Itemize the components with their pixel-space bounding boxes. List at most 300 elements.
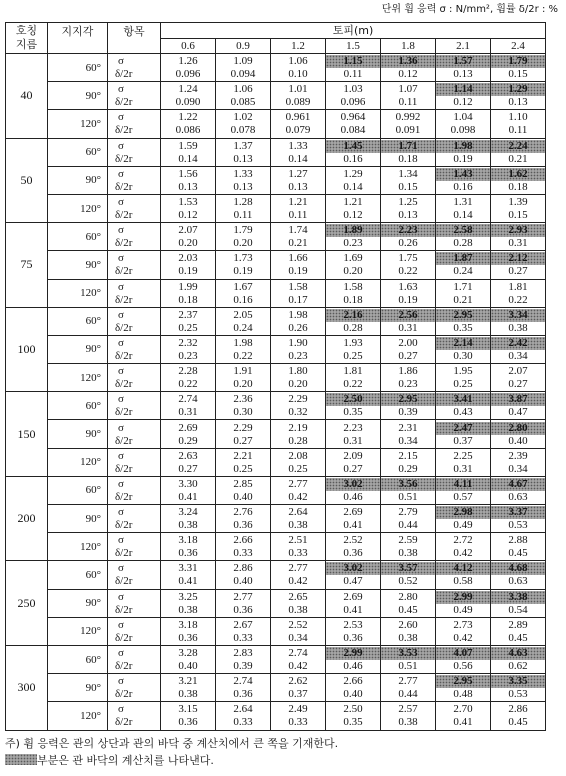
stress-value: 2.74	[288, 647, 308, 660]
value-cell	[161, 448, 216, 476]
deflection-label: δ/2r	[115, 378, 133, 391]
cover-depth-value: 2.4	[491, 39, 546, 54]
deflection-value: 0.090	[175, 96, 201, 109]
value-cell	[326, 138, 381, 166]
deflection-value: 0.38	[178, 688, 198, 701]
stress-value: 1.28	[233, 196, 253, 209]
deflection-value: 0.34	[508, 462, 528, 475]
value-cell	[381, 645, 436, 673]
table-row	[6, 533, 546, 561]
stress-value: 2.58	[436, 224, 490, 237]
deflection-value: 0.41	[343, 519, 363, 532]
deflection-value: 0.15	[398, 180, 418, 193]
value-cell	[216, 251, 271, 279]
item-label-cell	[108, 54, 161, 82]
deflection-value: 0.11	[343, 68, 363, 81]
value-cell	[381, 307, 436, 335]
deflection-label: δ/2r	[115, 716, 133, 729]
stress-label: σ	[118, 562, 124, 575]
stress-value: 3.57	[381, 562, 435, 575]
value-cell	[491, 82, 546, 110]
stress-value: 1.98	[288, 308, 308, 321]
stress-value: 2.24	[491, 140, 545, 153]
table-row	[6, 166, 546, 194]
table-row	[6, 702, 546, 730]
support-angle-cell: 60°	[48, 54, 108, 82]
deflection-value: 0.31	[398, 321, 418, 334]
stress-value: 2.59	[398, 534, 418, 547]
value-cell	[381, 702, 436, 730]
stress-value: 2.86	[508, 703, 528, 716]
support-angle-cell: 90°	[48, 335, 108, 363]
deflection-value: 0.078	[230, 124, 256, 137]
stress-label: σ	[118, 111, 124, 124]
stress-value: 2.56	[381, 309, 435, 322]
value-cell	[271, 364, 326, 392]
value-cell	[161, 476, 216, 504]
stress-value: 2.03	[178, 252, 198, 265]
deflection-value: 0.36	[233, 519, 253, 532]
value-cell	[271, 194, 326, 222]
stress-value: 1.07	[398, 83, 418, 96]
stress-value: 1.37	[233, 139, 253, 152]
deflection-value: 0.079	[285, 124, 311, 137]
stress-value: 1.31	[453, 196, 473, 209]
value-cell	[216, 476, 271, 504]
deflection-value: 0.45	[398, 603, 418, 616]
deflection-value: 0.43	[453, 406, 473, 419]
table-row	[6, 645, 546, 673]
support-angle-cell: 90°	[48, 420, 108, 448]
value-cell	[161, 364, 216, 392]
deflection-value: 0.37	[453, 434, 473, 447]
stress-value: 2.51	[288, 534, 308, 547]
value-cell	[161, 420, 216, 448]
value-cell	[491, 617, 546, 645]
deflection-label: δ/2r	[115, 660, 133, 673]
deflection-value: 0.096	[175, 68, 201, 81]
value-cell	[271, 335, 326, 363]
deflection-value: 0.36	[343, 631, 363, 644]
deflection-value: 0.44	[398, 519, 418, 532]
stress-value: 0.992	[395, 111, 421, 124]
stress-value: 1.69	[343, 252, 363, 265]
cover-depth-value: 0.6	[161, 39, 216, 54]
deflection-value: 0.11	[508, 124, 528, 137]
deflection-value: 0.31	[343, 434, 363, 447]
stress-value: 1.14	[436, 83, 490, 96]
stress-value: 2.32	[178, 336, 198, 349]
stress-value: 2.28	[178, 365, 198, 378]
table-row	[6, 138, 546, 166]
value-cell	[326, 335, 381, 363]
stress-value: 3.21	[178, 675, 198, 688]
footnote-2: 부분은 관 바닥의 계산치를 나타낸다.	[37, 753, 214, 767]
value-cell	[381, 251, 436, 279]
value-cell	[326, 364, 381, 392]
deflection-value: 0.14	[343, 180, 363, 193]
stress-label: σ	[118, 703, 124, 716]
value-cell	[216, 110, 271, 138]
support-angle-cell: 120°	[48, 448, 108, 476]
item-label-cell	[108, 448, 161, 476]
deflection-value: 0.21	[453, 293, 473, 306]
stress-value: 1.39	[508, 196, 528, 209]
deflection-value: 0.19	[398, 293, 418, 306]
stress-value: 4.07	[436, 647, 490, 660]
value-cell	[491, 166, 546, 194]
value-cell	[271, 589, 326, 617]
value-cell	[326, 674, 381, 702]
deflection-value: 0.23	[178, 349, 198, 362]
deflection-value: 0.096	[340, 96, 366, 109]
deflection-value: 0.52	[398, 575, 418, 588]
stress-value: 2.08	[288, 449, 308, 462]
stress-label: σ	[118, 647, 124, 660]
value-cell	[491, 307, 546, 335]
value-cell	[161, 589, 216, 617]
table-row	[6, 505, 546, 533]
deflection-label: δ/2r	[115, 180, 133, 193]
support-angle-cell: 90°	[48, 251, 108, 279]
stress-value: 2.36	[233, 393, 253, 406]
value-cell	[161, 138, 216, 166]
deflection-label: δ/2r	[115, 68, 133, 81]
cover-depth-header: 토피(m)	[161, 23, 546, 39]
stress-value: 2.72	[453, 534, 473, 547]
stress-value: 1.89	[326, 224, 380, 237]
deflection-value: 0.48	[453, 688, 473, 701]
table-row	[6, 392, 546, 420]
deflection-value: 0.54	[508, 603, 528, 616]
deflection-label: δ/2r	[115, 603, 133, 616]
value-cell	[326, 448, 381, 476]
deflection-value: 0.27	[508, 265, 528, 278]
value-cell	[161, 110, 216, 138]
stress-value: 3.38	[491, 591, 545, 604]
deflection-value: 0.26	[288, 321, 308, 334]
value-cell	[216, 138, 271, 166]
stress-value: 2.73	[453, 618, 473, 631]
deflection-value: 0.30	[233, 406, 253, 419]
deflection-value: 0.35	[343, 716, 363, 729]
value-cell	[491, 392, 546, 420]
deflection-value: 0.42	[453, 631, 473, 644]
deflection-value: 0.28	[453, 237, 473, 250]
value-cell	[271, 251, 326, 279]
stress-value: 1.66	[288, 252, 308, 265]
value-cell	[161, 392, 216, 420]
stress-value: 2.25	[453, 449, 473, 462]
stress-value: 2.39	[508, 449, 528, 462]
deflection-value: 0.49	[453, 603, 473, 616]
stress-value: 1.74	[288, 224, 308, 237]
deflection-value: 0.18	[343, 293, 363, 306]
stress-value: 3.18	[178, 618, 198, 631]
deflection-value: 0.37	[288, 688, 308, 701]
deflection-value: 0.17	[288, 293, 308, 306]
deflection-value: 0.086	[175, 124, 201, 137]
deflection-label: δ/2r	[115, 152, 133, 165]
value-cell	[216, 166, 271, 194]
deflection-label: δ/2r	[115, 265, 133, 278]
deflection-label: δ/2r	[115, 321, 133, 334]
stress-value: 1.33	[233, 167, 253, 180]
value-cell	[216, 223, 271, 251]
stress-value: 2.15	[398, 449, 418, 462]
value-cell	[161, 702, 216, 730]
stress-value: 1.06	[288, 55, 308, 68]
value-cell	[436, 279, 491, 307]
table-row	[6, 223, 546, 251]
table-row	[6, 617, 546, 645]
value-cell	[326, 505, 381, 533]
value-cell	[216, 364, 271, 392]
item-label-cell	[108, 82, 161, 110]
deflection-value: 0.23	[398, 378, 418, 391]
value-cell	[326, 82, 381, 110]
deflection-value: 0.38	[398, 547, 418, 560]
stress-value: 2.77	[398, 675, 418, 688]
value-cell	[491, 505, 546, 533]
deflection-value: 0.62	[508, 660, 528, 673]
value-cell	[271, 702, 326, 730]
value-cell	[271, 307, 326, 335]
value-cell	[161, 645, 216, 673]
item-label-cell	[108, 505, 161, 533]
stress-label: σ	[118, 308, 124, 321]
deflection-value: 0.12	[453, 96, 473, 109]
value-cell	[271, 166, 326, 194]
value-cell	[326, 54, 381, 82]
deflection-value: 0.13	[508, 96, 528, 109]
deflection-label: δ/2r	[115, 434, 133, 447]
deflection-value: 0.16	[453, 180, 473, 193]
value-cell	[491, 364, 546, 392]
deflection-value: 0.51	[398, 660, 418, 673]
deflection-value: 0.33	[288, 547, 308, 560]
value-cell	[161, 166, 216, 194]
value-cell	[381, 420, 436, 448]
item-label-cell	[108, 392, 161, 420]
item-label-cell	[108, 279, 161, 307]
support-angle-cell: 60°	[48, 307, 108, 335]
support-angle-cell: 120°	[48, 533, 108, 561]
stress-value: 4.11	[436, 478, 490, 491]
stress-value: 3.28	[178, 647, 198, 660]
stress-value: 2.74	[178, 393, 198, 406]
value-cell	[216, 702, 271, 730]
deflection-value: 0.22	[508, 293, 528, 306]
value-cell	[381, 589, 436, 617]
stress-deflection-table	[5, 22, 546, 731]
deflection-value: 0.28	[288, 434, 308, 447]
stress-value: 1.79	[491, 55, 545, 68]
stress-label: σ	[118, 365, 124, 378]
value-cell	[326, 589, 381, 617]
deflection-value: 0.46	[343, 490, 363, 503]
stress-value: 2.89	[508, 618, 528, 631]
value-cell	[271, 561, 326, 589]
stress-value: 2.49	[288, 703, 308, 716]
stress-value: 1.81	[343, 365, 363, 378]
value-cell	[381, 617, 436, 645]
value-cell	[326, 702, 381, 730]
stress-value: 1.26	[178, 55, 198, 68]
deflection-value: 0.42	[288, 660, 308, 673]
deflection-value: 0.41	[178, 575, 198, 588]
stress-value: 1.73	[233, 252, 253, 265]
stress-value: 2.99	[436, 591, 490, 604]
value-cell	[436, 307, 491, 335]
stress-value: 2.69	[343, 590, 363, 603]
value-cell	[381, 392, 436, 420]
value-cell	[381, 533, 436, 561]
value-cell	[491, 138, 546, 166]
stress-value: 2.80	[398, 590, 418, 603]
value-cell	[491, 645, 546, 673]
deflection-value: 0.22	[343, 378, 363, 391]
deflection-value: 0.36	[178, 631, 198, 644]
deflection-value: 0.30	[453, 349, 473, 362]
nominal-diameter-cell: 40	[6, 54, 48, 139]
deflection-value: 0.12	[178, 209, 198, 222]
deflection-value: 0.31	[178, 406, 198, 419]
value-cell	[381, 364, 436, 392]
deflection-value: 0.27	[233, 434, 253, 447]
item-label-cell	[108, 533, 161, 561]
value-cell	[491, 476, 546, 504]
value-cell	[381, 223, 436, 251]
stress-label: σ	[118, 336, 124, 349]
stress-value: 1.53	[178, 196, 198, 209]
value-cell	[491, 702, 546, 730]
deflection-value: 0.14	[288, 152, 308, 165]
table-row	[6, 279, 546, 307]
stress-value: 2.79	[398, 506, 418, 519]
header-row	[6, 23, 546, 39]
deflection-label: δ/2r	[115, 547, 133, 560]
stress-value: 2.76	[233, 506, 253, 519]
deflection-value: 0.39	[398, 406, 418, 419]
stress-value: 1.06	[233, 83, 253, 96]
item-label-cell	[108, 702, 161, 730]
value-cell	[326, 476, 381, 504]
item-header: 항목	[108, 23, 161, 54]
stress-value: 2.29	[233, 421, 253, 434]
stress-value: 1.71	[381, 140, 435, 153]
deflection-value: 0.38	[398, 631, 418, 644]
value-cell	[216, 279, 271, 307]
value-cell	[436, 110, 491, 138]
deflection-value: 0.33	[233, 547, 253, 560]
item-label-cell	[108, 223, 161, 251]
table-row	[6, 110, 546, 138]
value-cell	[271, 505, 326, 533]
stress-label: σ	[118, 590, 124, 603]
stress-value: 2.23	[343, 421, 363, 434]
support-angle-header: 지지각	[48, 23, 108, 54]
deflection-value: 0.12	[343, 209, 363, 222]
deflection-value: 0.20	[343, 265, 363, 278]
stress-value: 1.95	[453, 365, 473, 378]
value-cell	[436, 194, 491, 222]
stress-value: 2.66	[343, 675, 363, 688]
value-cell	[491, 335, 546, 363]
value-cell	[326, 533, 381, 561]
item-label-cell	[108, 561, 161, 589]
stress-value: 1.21	[288, 196, 308, 209]
item-label-cell	[108, 476, 161, 504]
stress-value: 1.91	[233, 365, 253, 378]
deflection-value: 0.31	[508, 237, 528, 250]
deflection-label: δ/2r	[115, 124, 133, 137]
deflection-label: δ/2r	[115, 688, 133, 701]
table-header	[6, 23, 546, 54]
deflection-value: 0.25	[453, 378, 473, 391]
value-cell	[491, 674, 546, 702]
deflection-value: 0.19	[288, 265, 308, 278]
value-cell	[326, 645, 381, 673]
deflection-value: 0.35	[453, 321, 473, 334]
deflection-value: 0.34	[398, 434, 418, 447]
stress-value: 2.65	[288, 590, 308, 603]
value-cell	[161, 561, 216, 589]
value-cell	[381, 476, 436, 504]
deflection-value: 0.14	[453, 209, 473, 222]
deflection-value: 0.19	[453, 152, 473, 165]
deflection-value: 0.13	[398, 209, 418, 222]
stress-value: 3.31	[178, 562, 198, 575]
deflection-value: 0.41	[343, 603, 363, 616]
stress-value: 3.24	[178, 506, 198, 519]
item-label-cell	[108, 335, 161, 363]
value-cell	[491, 54, 546, 82]
stress-value: 1.03	[343, 83, 363, 96]
stress-value: 2.09	[343, 449, 363, 462]
value-cell	[326, 307, 381, 335]
value-cell	[326, 166, 381, 194]
deflection-value: 0.20	[233, 378, 253, 391]
support-angle-cell: 120°	[48, 364, 108, 392]
stress-label: σ	[118, 280, 124, 293]
stress-value: 1.04	[453, 111, 473, 124]
deflection-value: 0.18	[178, 293, 198, 306]
item-label-cell	[108, 166, 161, 194]
value-cell	[161, 223, 216, 251]
stress-value: 1.58	[343, 280, 363, 293]
deflection-value: 0.42	[288, 575, 308, 588]
deflection-value: 0.40	[178, 660, 198, 673]
stress-value: 2.47	[436, 422, 490, 435]
deflection-value: 0.32	[288, 406, 308, 419]
deflection-value: 0.36	[178, 547, 198, 560]
stress-value: 2.66	[233, 534, 253, 547]
stress-value: 2.50	[326, 393, 380, 406]
stress-value: 3.02	[326, 478, 380, 491]
stress-value: 3.18	[178, 534, 198, 547]
stress-value: 1.15	[326, 55, 380, 68]
deflection-label: δ/2r	[115, 631, 133, 644]
value-cell	[381, 54, 436, 82]
stress-value: 1.10	[508, 111, 528, 124]
stress-value: 2.95	[436, 675, 490, 688]
deflection-value: 0.56	[453, 660, 473, 673]
deflection-value: 0.29	[178, 434, 198, 447]
value-cell	[216, 335, 271, 363]
deflection-value: 0.21	[288, 237, 308, 250]
stress-value: 2.99	[326, 647, 380, 660]
